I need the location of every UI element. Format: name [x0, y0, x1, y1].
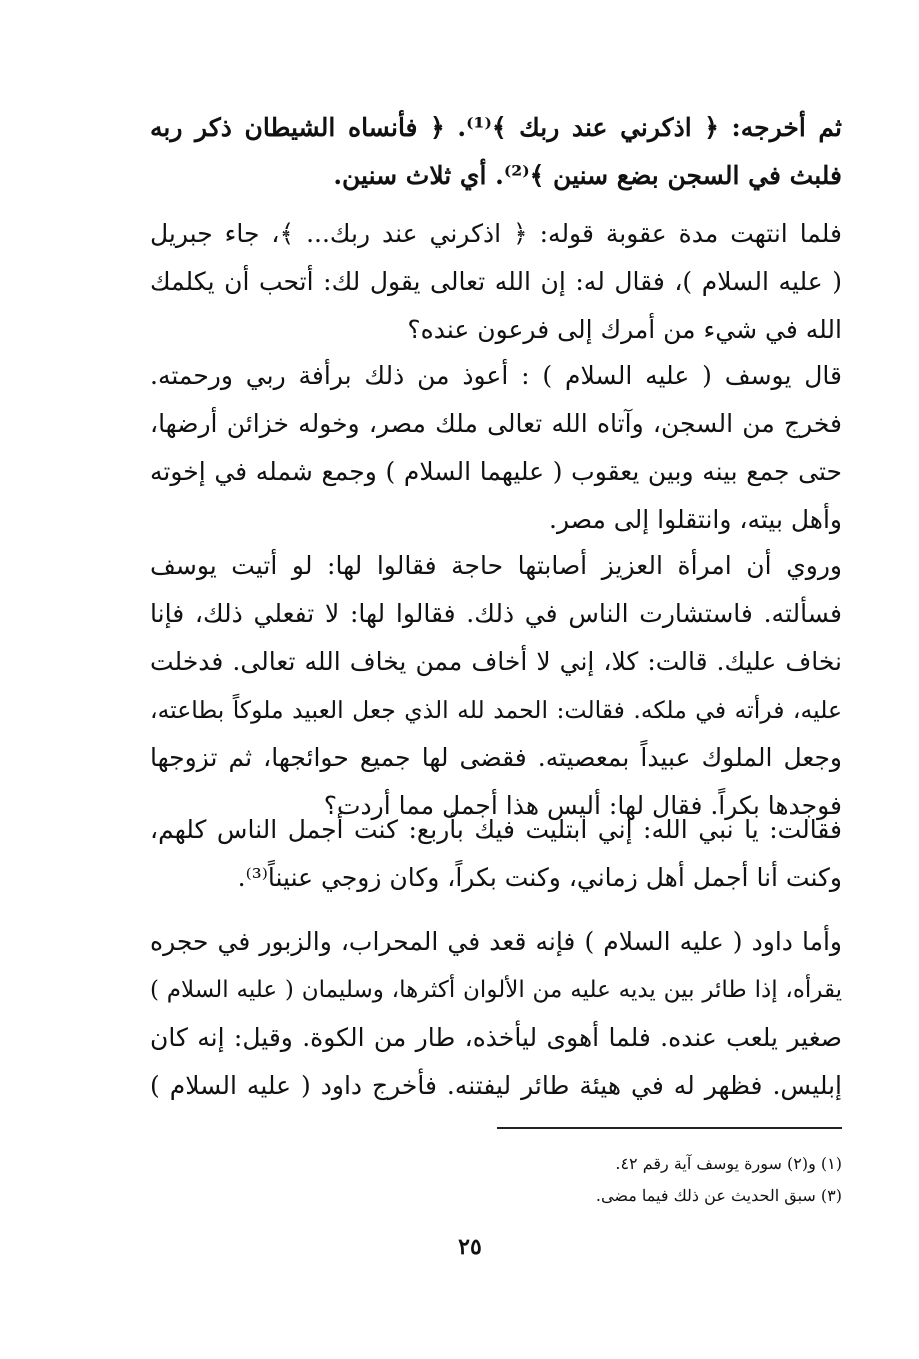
text-line: فسألته. فاستشارت الناس في ذلك. فقالوا لها: لا تفعلي ذلك، فإنا	[150, 599, 842, 628]
footnote-separator	[497, 1127, 842, 1129]
footnote-1: (١) و(٢) سورة يوسف آية رقم ٤٢.	[615, 1154, 842, 1173]
paragraph-3	[150, 352, 842, 544]
paragraph-6	[150, 918, 842, 1110]
text-line: وأما داود ( عليه السلام ) فإنه قعد في المحراب، والزبور في حجره	[150, 927, 842, 956]
text-line: وأهل بيته، وانتقلوا إلى مصر.	[549, 505, 842, 534]
text-line: فقالت: يا نبي الله: إني ابتليت فيك بأربع: كنت أجمل الناس كلهم،	[150, 815, 842, 844]
text-line: صغير يلعب عنده. فلما أهوى ليأخذه، طار من الكوة. وقيل: إنه كان	[150, 1023, 842, 1052]
text-line: وكنت أنا أجمل أهل زماني، وكنت بكراً، وكان زوجي عنيناً⁽³⁾.	[237, 863, 842, 892]
text-line: إبليس. فظهر له في هيئة طائر ليفتنه. فأخرج داود ( عليه السلام )	[150, 1071, 842, 1100]
paragraph-2	[150, 210, 842, 354]
text-line: يقرأه، إذا طائر بين يديه عليه من الألوان أكثرها، وسليمان ( عليه السلام )	[150, 977, 842, 1003]
text-line: الله في شيء من أمرك إلى فرعون عنده؟	[407, 315, 842, 344]
footnote-2: (٣) سبق الحديث عن ذلك فيما مضى.	[595, 1186, 842, 1205]
text-line: حتى جمع بينه وبين يعقوب ( عليهما السلام ) وجمع شمله في إخوته	[150, 457, 842, 486]
paragraph-5	[150, 806, 842, 902]
text-line: فلبث في السجن بضع سنين ﴾⁽²⁾. أي ثلاث سنين.	[333, 161, 842, 190]
text-line: ثم أخرجه: ﴿ اذكرني عند ربك ﴾⁽¹⁾. ﴿ فأنساه الشيطان ذكر ربه	[150, 113, 842, 142]
text-line: وجعل الملوك عبيداً بمعصيته. فقضى لها جميع حوائجها، ثم تزوجها	[150, 743, 842, 772]
text-line: نخاف عليك. قالت: كلا، إني لا أخاف ممن يخاف الله تعالى. فدخلت	[150, 647, 842, 676]
paragraph-4	[150, 542, 842, 830]
text-line: قال يوسف ( عليه السلام ) : أعوذ من ذلك برأفة ربي ورحمته.	[150, 361, 842, 390]
text-line: عليه، فرأته في ملكه. فقالت: الحمد لله الذي جعل العبيد ملوكاً بطاعته،	[150, 696, 842, 724]
footnotes	[380, 1148, 842, 1212]
text-line: ( عليه السلام )، فقال له: إن الله تعالى يقول لك: أتحب أن يكلمك	[150, 267, 842, 296]
text-line: فلما انتهت مدة عقوبة قوله: ﴿ اذكرني عند ربك... ﴾، جاء جبريل	[150, 219, 842, 248]
text-line: فخرج من السجن، وآتاه الله تعالى ملك مصر، وخوله خزائن أرضها،	[150, 409, 842, 438]
text-line: وروي أن امرأة العزيز أصابتها حاجة فقالوا لها: لو أتيت يوسف	[150, 551, 842, 580]
paragraph-1	[150, 104, 842, 200]
text-line: فوجدها بكراً. فقال لها: أليس هذا أجمل مما أردت؟	[323, 791, 842, 820]
page-number: ٢٥	[458, 1234, 482, 1260]
